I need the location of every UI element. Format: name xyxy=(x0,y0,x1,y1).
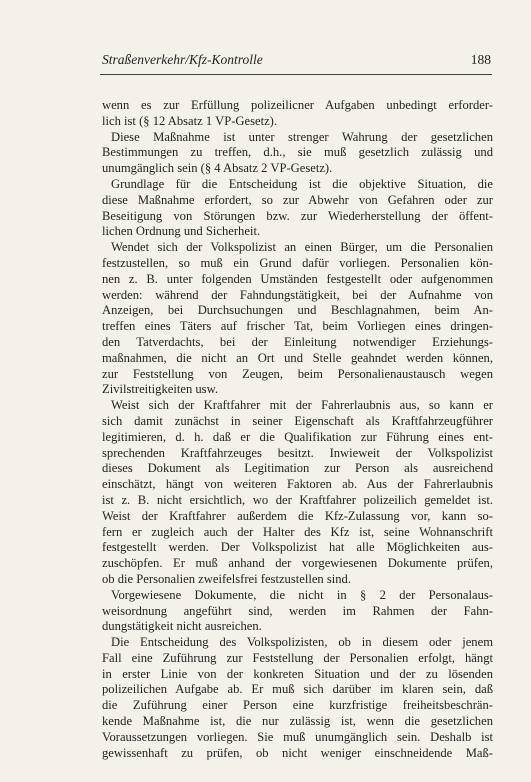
text-line: werden: während der Fahndungstätigkeit, bei der Aufnahme von xyxy=(102,287,493,302)
text-line: gewissenhaft zu prüfen, ob nicht weniger einschneidende Maß- xyxy=(102,745,493,760)
text-line: lich ist (§ 12 Absatz 1 VP-Gesetz). xyxy=(102,113,278,128)
running-header xyxy=(102,52,491,68)
text-line: treffen eines Täters auf frischer Tat, beim Vorliegen eines dringen- xyxy=(102,319,493,334)
text-line: ob die Personalien zweifelsfrei festzustellen sind. xyxy=(102,571,351,586)
text-line: die Zuführung einer Person eine kurzfristige freiheitsbeschrän- xyxy=(102,698,493,713)
text-line: Diese Maßnahme ist unter strenger Wahrung der gesetzlichen xyxy=(111,129,493,144)
text-line: zur Feststellung von Zeugen, beim Personalienaustausch wegen xyxy=(102,366,493,381)
text-line: dieses Dokument als Legitimation zur Person als ausreichend xyxy=(102,461,493,476)
text-line: diese Maßnahme erfordert, so zur Abwehr von Gefahren oder zur xyxy=(102,192,493,207)
text-line: legitimieren, d. h. daß er die Qualifikation zur Führung eines ent- xyxy=(102,429,493,444)
text-line: lichen Ordnung und Sicherheit. xyxy=(102,224,261,239)
text-line: Wendet sich der Volkspolizist an einen Bürger, um die Personalien xyxy=(111,240,493,255)
text-line: fern er zugleich auch der Halter des Kfz ist, seine Wohnanschrift xyxy=(102,524,493,539)
header-title: Straßenverkehr/Kfz-Kontrolle xyxy=(102,52,263,67)
text-line: Beseitigung von Störungen bzw. zur Wiederherstellung der öffent- xyxy=(102,208,493,223)
text-line: unumgänglich sein (§ 4 Absatz 2 VP-Gesetz). xyxy=(102,161,333,176)
text-line: nen z. B. unter folgenden Umständen festgestellt oder aufgenommen xyxy=(102,271,493,286)
text-line: Die Entscheidung des Volkspolizisten, ob in diesem oder jenem xyxy=(111,635,493,650)
text-line: dungstätigkeit nicht ausreichen. xyxy=(102,619,262,634)
text-line: sich damit zunächst in seiner Eigenschaft als Kraftfahrzeugführer xyxy=(102,413,493,428)
text-line: Weist der Kraftfahrer außerdem die Kfz-Zulassung vor, kann so- xyxy=(102,508,493,523)
text-line: weisordnung angeführt sind, werden im Rahmen der Fahn- xyxy=(102,603,493,618)
text-line: Bestimmungen zu treffen, d.h., sie muß gesetzlich zulässig und xyxy=(102,145,493,160)
text-line: polizeilichen Aufgabe ab. Er muß sich darüber im klaren sein, daß xyxy=(102,682,493,697)
text-line: wenn es zur Erfüllung polizeilicner Aufgaben unbedingt erforder- xyxy=(102,98,493,112)
text-line: Vorgewiesene Dokumente, die nicht in § 2 der Personalaus- xyxy=(111,587,493,602)
text-line: zuschöpfen. Er muß anhand der vorgewiesenen Dokumente prüfen, xyxy=(102,556,493,571)
page-number: 188 xyxy=(470,52,491,67)
text-line: in erster Linie von der konkreten Situation und der zu lösenden xyxy=(102,666,493,681)
text-line: Anzeigen, bei Durchsuchungen und Beschlagnahmen, beim An- xyxy=(102,303,493,318)
text-line: sprechenden Kraftfahrzeuges besitzt. Inwieweit der Volkspolizist xyxy=(102,445,493,460)
body-text xyxy=(102,98,493,761)
text-line: festzustellen, so muß ein Grund dafür vorliegen. Personalien kön- xyxy=(102,255,493,270)
text-line: kende Maßnahme ist, die nur zulässig ist, wenn die gesetzlichen xyxy=(102,714,493,729)
text-line: maßnahmen, die nicht an Ort und Stelle geahndet werden können, xyxy=(102,350,493,365)
text-line: festgestellt werden. Der Volkspolizist hat alle Möglichkeiten aus- xyxy=(102,540,493,555)
text-line: Fall eine Zuführung zur Feststellung der Personalien erfolgt, hängt xyxy=(102,650,493,665)
text-line: ist z. B. nicht ersichtlich, wo der Kraftfahrer polizeilich gemeldet ist. xyxy=(102,492,493,507)
header-rule xyxy=(100,74,492,75)
text-line: Voraussetzungen vorliegen. Sie muß unumgänglich sein. Deshalb ist xyxy=(102,729,493,744)
text-line: Weist sich der Kraftfahrer mit der Fahrerlaubnis aus, so kann er xyxy=(111,398,493,413)
text-line: Zivilstreitigkeiten usw. xyxy=(102,382,219,397)
text-line: einschätzt, hängt von weiteren Faktoren ab. Aus der Fahrerlaubnis xyxy=(102,477,493,492)
text-line: den Tatverdachts, bei der Einleitung notwendiger Erziehungs- xyxy=(102,334,493,349)
text-line: Grundlage für die Entscheidung ist die objektive Situation, die xyxy=(111,176,493,191)
